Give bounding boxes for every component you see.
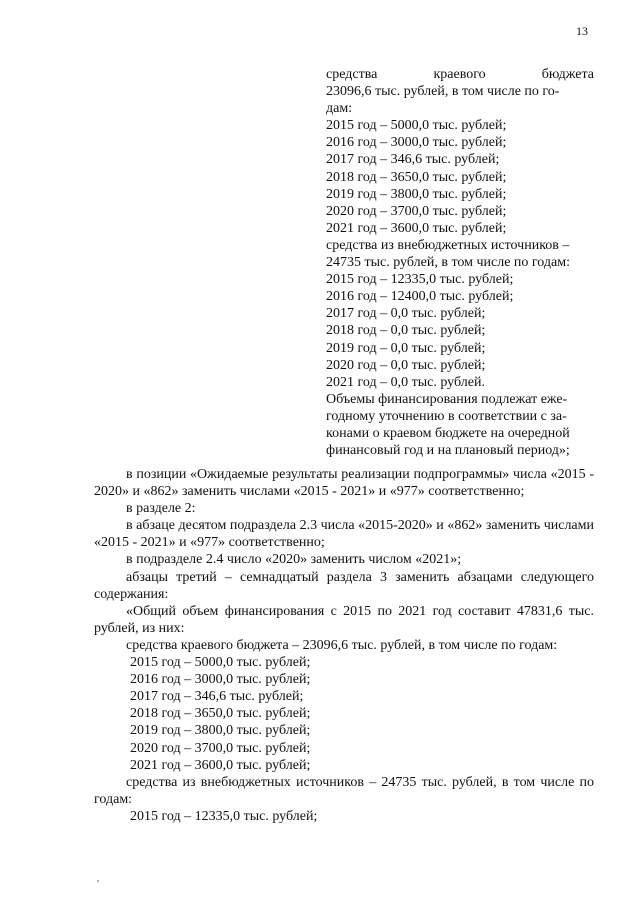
text-line: Объемы финансирования подлежат еже-	[326, 391, 568, 407]
text-line: 2018 год – 3650,0 тыс. рублей;	[326, 169, 507, 185]
text-line: 2016 год – 3000,0 тыс. рублей;	[326, 135, 507, 151]
paragraph: средства из внебюджетных источников – 24735 тыс. рублей, в том числе по годам:	[94, 774, 594, 807]
list-item: 2017 год – 346,6 тыс. рублей;	[130, 689, 304, 705]
paragraph: абзацы третий – семнадцатый раздела 3 заменить абзацами следующего содержания:	[94, 569, 594, 602]
list-item: 2015 год – 5000,0 тыс. рублей;	[130, 655, 311, 671]
text-line: 2021 год – 0,0 тыс. рублей.	[326, 374, 485, 390]
list-item: 2016 год – 3000,0 тыс. рублей;	[130, 672, 311, 688]
text-line: средства краевого бюджета	[326, 67, 594, 82]
text-line: 24735 тыс. рублей, в том числе по годам:	[326, 255, 570, 271]
paragraph: в позиции «Ожидаемые результаты реализации подпрограммы» числа «2015 - 2020» и «862» заменить числами «2015 - 2021» и «977» соответственно;	[94, 467, 594, 500]
text-line: конами о краевом бюджете на очередной	[326, 425, 570, 441]
paragraph: в подразделе 2.4 число «2020» заменить числом «2021»;	[126, 552, 462, 568]
list-item: 2018 год – 3650,0 тыс. рублей;	[130, 706, 311, 722]
text-line: 2016 год – 12400,0 тыс. рублей;	[326, 289, 514, 305]
text-line: средства из внебюджетных источников –	[326, 237, 570, 253]
list-item: 2019 год – 3800,0 тыс. рублей;	[130, 723, 311, 739]
year-list	[94, 654, 594, 774]
paragraph: в абзаце десятом подраздела 2.3 числа «2015-2020» и «862» заменить числами «2015 - 2021» и «977» соответственно;	[94, 518, 594, 551]
list-item: 2015 год – 12335,0 тыс. рублей;	[130, 808, 318, 824]
text-line: 2015 год – 12335,0 тыс. рублей;	[326, 272, 514, 288]
text-line: 2015 год – 5000,0 тыс. рублей;	[326, 118, 507, 134]
paragraph: средства краевого бюджета – 23096,6 тыс. рублей, в том числе по годам:	[126, 637, 558, 653]
passport-right-column	[326, 66, 594, 459]
text-line: 2018 год – 0,0 тыс. рублей;	[326, 323, 486, 339]
list-item: 2020 год – 3700,0 тыс. рублей;	[130, 740, 311, 756]
scan-speck	[97, 880, 99, 882]
year-list	[94, 808, 594, 825]
text-line: финансовый год и на плановый период»;	[326, 443, 570, 459]
text-line: 2020 год – 3700,0 тыс. рублей;	[326, 203, 507, 219]
text-line: 23096,6 тыс. рублей, в том числе по го-	[326, 84, 560, 100]
list-item: 2021 год – 3600,0 тыс. рублей;	[130, 757, 311, 773]
text-line: 2020 год – 0,0 тыс. рублей;	[326, 357, 486, 373]
text-line: 2019 год – 3800,0 тыс. рублей;	[326, 186, 507, 202]
text-line: годному уточнению в соответствии с за-	[326, 408, 567, 424]
text-line: 2017 год – 0,0 тыс. рублей;	[326, 306, 486, 322]
paragraph: «Общий объем финансирования с 2015 по 2021 год составит 47831,6 тыс. рублей, из них:	[94, 603, 594, 636]
document-body	[94, 466, 594, 825]
paragraph: в разделе 2:	[126, 501, 196, 517]
text-line: 2021 год – 3600,0 тыс. рублей;	[326, 220, 507, 236]
text-line: 2019 год – 0,0 тыс. рублей;	[326, 340, 486, 356]
text-line: дам:	[326, 101, 353, 117]
text-line: 2017 год – 346,6 тыс. рублей;	[326, 152, 500, 168]
page-number: 13	[576, 24, 588, 38]
